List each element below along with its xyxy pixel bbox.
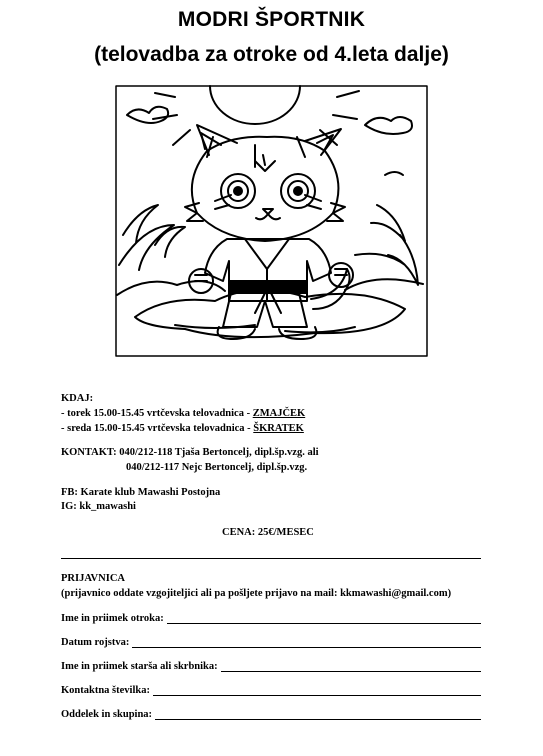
input-line[interactable] xyxy=(155,710,481,720)
karate-cat-illustration xyxy=(115,85,428,357)
schedule-heading: KDAJ: xyxy=(61,393,94,404)
input-line[interactable] xyxy=(153,686,481,696)
form-field-phone[interactable]: Kontaktna številka: xyxy=(61,685,481,696)
facebook-info: FB: Karate klub Mawashi Postojna xyxy=(61,487,221,498)
divider xyxy=(61,558,481,559)
price: CENA: 25€/MESEC xyxy=(222,527,314,538)
form-field-birth-date[interactable]: Datum rojstva: xyxy=(61,637,481,648)
page-title: MODRI ŠPORTNIK xyxy=(177,8,366,31)
page-subtitle: (telovadba za otroke od 4.leta dalje) xyxy=(94,43,449,66)
group-name-skratek: ŠKRATEK xyxy=(253,423,304,434)
group-name-zmajcek: ZMAJČEK xyxy=(252,408,306,419)
schedule-row-wednesday: - sreda 15.00-15.45 vrtčevska telovadnica - ŠKRATEK xyxy=(61,423,304,434)
instagram-info: IG: kk_mawashi xyxy=(61,501,136,512)
form-field-group[interactable]: Oddelek in skupina: xyxy=(61,709,481,720)
registration-note: (prijavnico oddate vzgojiteljici ali pa pošljete prijavo na mail: kkmawashi@gmail.com) xyxy=(61,588,452,599)
schedule-row-tuesday: - torek 15.00-15.45 vrtčevska telovadnica - ZMAJČEK xyxy=(61,408,306,419)
form-field-parent-name[interactable]: Ime in priimek starša ali skrbnika: xyxy=(61,661,481,672)
form-field-child-name[interactable]: Ime in priimek otroka: xyxy=(61,613,481,624)
input-line[interactable] xyxy=(167,614,481,624)
registration-heading: PRIJAVNICA xyxy=(61,573,125,584)
input-line[interactable] xyxy=(221,662,481,672)
contact-line-2: 040/212-117 Nejc Bertoncelj, dipl.šp.vzg. xyxy=(126,462,308,473)
input-line[interactable] xyxy=(132,638,481,648)
contact-line-1: KONTAKT: 040/212-118 Tjaša Bertoncelj, dipl.šp.vzg. ali xyxy=(61,447,319,458)
